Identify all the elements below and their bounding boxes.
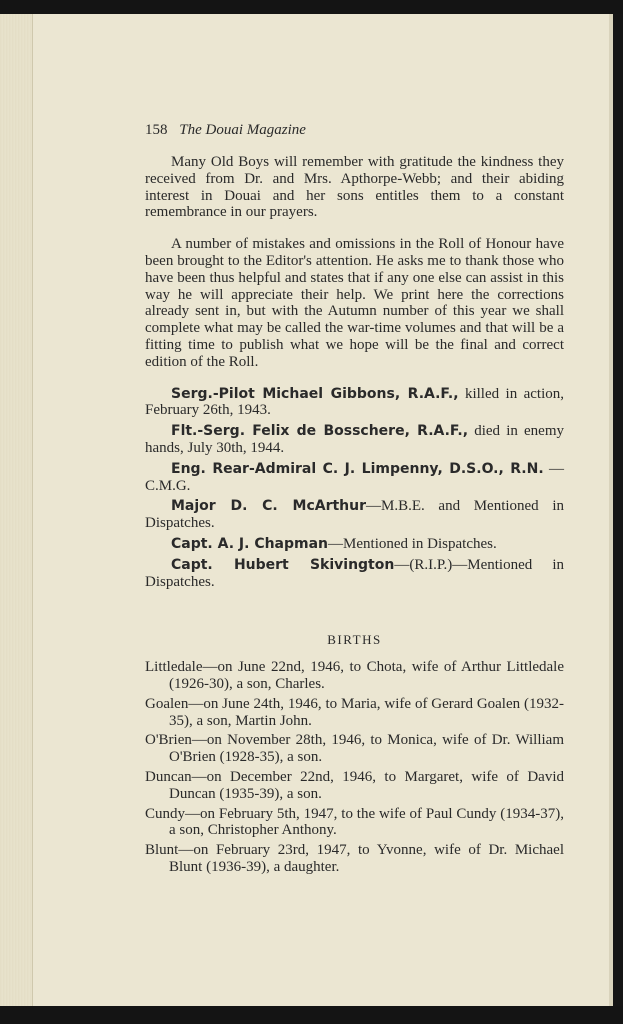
roll-entry-detail: —Mentioned in Dispatches.: [328, 535, 497, 552]
roll-entry-name: Eng. Rear-Admiral C. J. Limpenny, D.S.O., R.N.: [171, 460, 544, 477]
birth-entry: Blunt—on February 23rd, 1947, to Yvonne, wife of Dr. Michael Blunt (1936-39), a daughter.: [145, 842, 564, 875]
roll-entry: [145, 536, 564, 553]
book-page: [0, 14, 623, 1006]
birth-entry: Goalen—on June 24th, 1946, to Maria, wife of Gerard Goalen (1932-35), a son, Martin John.: [145, 695, 564, 729]
roll-corrections-list: [145, 386, 564, 591]
running-head: [145, 122, 564, 140]
roll-entry-detail: killed in action, February 26th, 1943.: [145, 385, 564, 419]
book-spine-edge: [0, 14, 33, 1006]
page-content: [145, 122, 564, 879]
page-number: 158: [145, 122, 168, 138]
roll-entry-name: Capt. Hubert Skivington: [171, 556, 395, 573]
roll-entry-detail: —M.B.E. and Mentioned in Dispatches.: [145, 498, 564, 532]
roll-entry-name: Serg.-Pilot Michael Gibbons, R.A.F.,: [171, 385, 459, 402]
roll-entry: [145, 386, 564, 420]
roll-entry-name: Major D. C. McArthur: [171, 498, 367, 515]
roll-entry-detail: —(R.I.P.)—Mentioned in Dispatches.: [145, 556, 564, 590]
birth-entry: Duncan—on December 22nd, 1946, to Margaret, wife of David Duncan (1935-39), a son.: [145, 768, 564, 802]
roll-entry: [145, 461, 564, 495]
birth-entry: O'Brien—on November 28th, 1946, to Monica, wife of Dr. William O'Brien (1928-35), a son.: [145, 732, 564, 766]
roll-entry-detail: —C.M.G.: [145, 460, 564, 494]
births-heading: BIRTHS: [327, 632, 382, 648]
paragraph-roll-of-honour: A number of mistakes and omissions in the Roll of Honour have been brought to the Editor's attention. He asks me to thank those who have been thus helpful and states that if any one else can assist in this way he will appreciate their help. We print here the corrections already sent in, but with the Autumn number of this year we shall complete what may be called the war-time volumes and that will be a fitting time to publish what we hope will be the final and correct edition of the Roll.: [145, 236, 564, 370]
page-right-edge: [609, 14, 623, 1006]
birth-entry: Littledale—on June 22nd, 1946, to Chota, wife of Arthur Littledale (1926-30), a son, Charles.: [145, 659, 564, 692]
roll-entry: [145, 498, 564, 532]
roll-entry-name: Flt.-Serg. Felix de Bosschere, R.A.F.,: [171, 423, 469, 440]
birth-entry: Cundy—on February 5th, 1947, to the wife of Paul Cundy (1934-37), a son, Christopher Anthony.: [145, 805, 564, 839]
roll-entry: [145, 557, 564, 591]
roll-entry-detail: died in enemy hands, July 30th, 1944.: [145, 423, 564, 456]
roll-entry-name: Capt. A. J. Chapman: [171, 535, 329, 552]
paragraph-apthorpe-webb: Many Old Boys will remember with gratitude the kindness they received from Dr. and Mrs. Apthorpe-Webb; and their abiding interest in Douai and her sons entitles them to a constant remembrance in our prayers.: [145, 154, 564, 221]
magazine-title: The Douai Magazine: [179, 122, 306, 138]
births-list: [145, 659, 564, 876]
roll-entry: [145, 423, 564, 457]
